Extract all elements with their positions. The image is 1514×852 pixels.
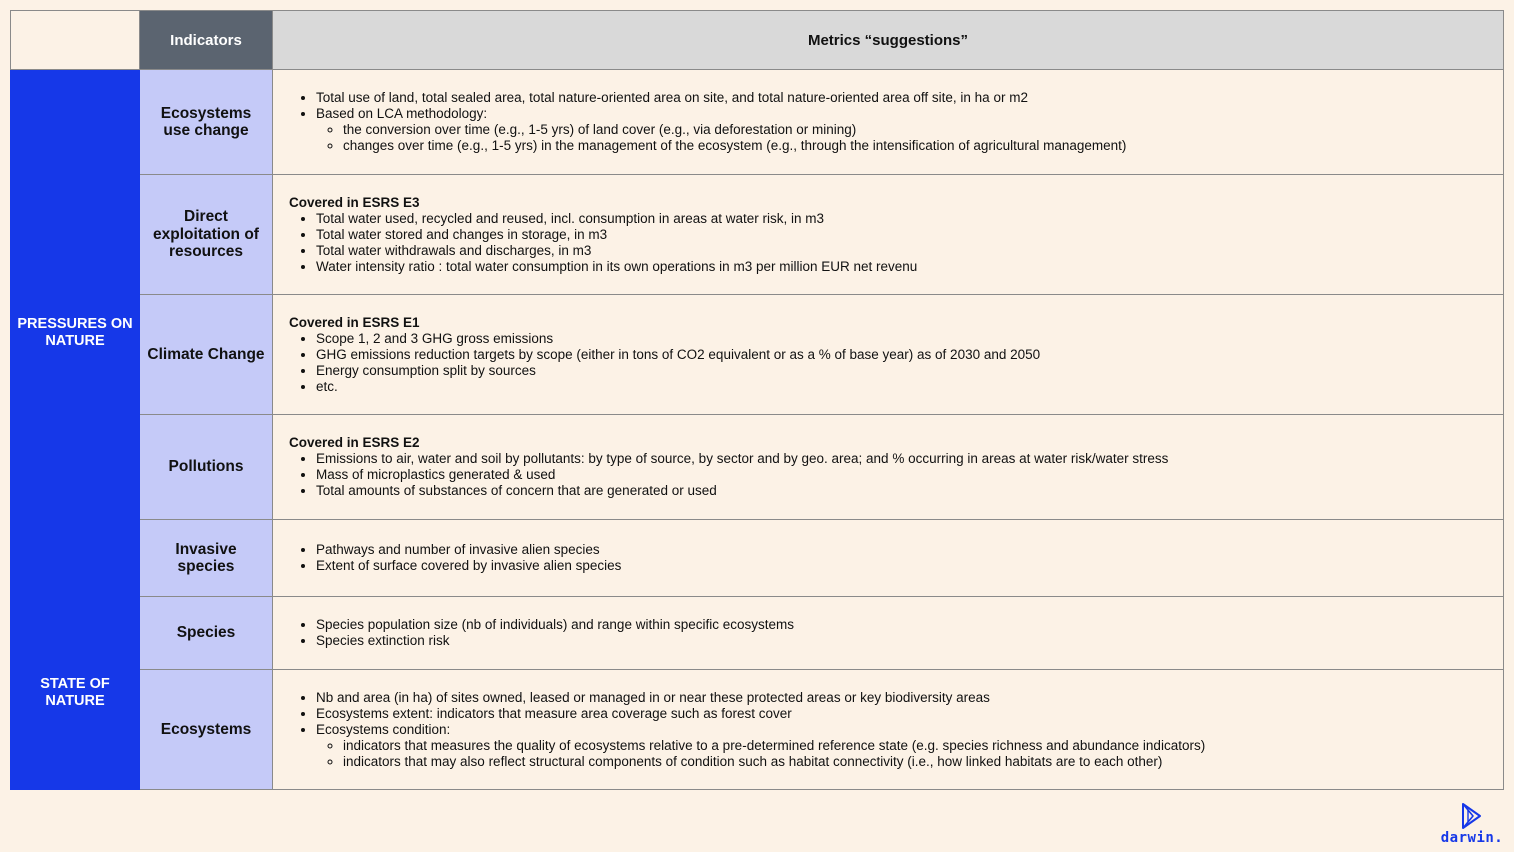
covered-note: Covered in ESRS E2 xyxy=(289,435,420,450)
covered-note: Covered in ESRS E1 xyxy=(289,314,420,330)
indicator-climate-change: Climate Change xyxy=(140,295,273,415)
metrics-ecosystems-use-change xyxy=(273,70,1504,175)
group-state-of-nature xyxy=(11,597,140,790)
metric-item: • Total water withdrawals and discharges, in m3 xyxy=(316,243,1503,259)
metric-subitem: ◦ indicators that measures the quality of ecosystems relative to a pre-determined reference state (e.g. species richness and abundance indicators) xyxy=(343,738,1503,754)
header-row xyxy=(11,11,1504,70)
table-row xyxy=(11,175,1504,295)
table-row xyxy=(11,415,1504,520)
metrics-invasive-species xyxy=(273,520,1504,597)
group-label: PRESSURES ON NATURE xyxy=(17,316,133,349)
metric-item: • Energy consumption split by sources xyxy=(316,363,1503,379)
corner-cell xyxy=(11,11,140,70)
metric-item: • Total water stored and changes in storage, in m3 xyxy=(316,227,1503,243)
indicator-invasive-species: Invasive species xyxy=(140,520,273,597)
indicators-metrics-table xyxy=(10,10,1504,790)
covered-note: Covered in ESRS E3 xyxy=(289,194,420,210)
metric-item: • Pathways and number of invasive alien species xyxy=(316,542,1503,558)
metric-item: • Ecosystems condition: ◦ indicators that measures the quality of ecosystems relative to a pre-determined reference state (e.g. species richness and abundance indicators) ◦ indicators that may also reflect structural components of condition such as habitat connectivity (i.e., how linked habitats are to each other) xyxy=(316,722,1503,770)
darwin-logo-text: darwin. xyxy=(1440,830,1504,846)
table-row xyxy=(11,670,1504,790)
metric-item: • Scope 1, 2 and 3 GHG gross emissions xyxy=(316,331,1503,347)
metric-item: • Total amounts of substances of concern that are generated or used xyxy=(316,483,1503,499)
metrics-ecosystems xyxy=(273,670,1504,790)
indicator-ecosystems: Ecosystems xyxy=(140,670,273,790)
table-row xyxy=(11,70,1504,175)
metric-item: • Total water used, recycled and reused, incl. consumption in areas at water risk, in m3 xyxy=(316,211,1503,227)
metric-item: • Mass of microplastics generated & used xyxy=(316,467,1503,483)
metric-item: • Total use of land, total sealed area, total nature-oriented area on site, and total nature-oriented area off site, in ha or m2 xyxy=(316,90,1503,106)
table-row xyxy=(11,597,1504,670)
darwin-logo-icon xyxy=(1440,802,1504,830)
metric-item: • Species population size (nb of individuals) and range within specific ecosystems xyxy=(316,617,1503,633)
indicator-direct-exploitation: Direct exploitation of resources xyxy=(140,175,273,295)
metrics-species xyxy=(273,597,1504,670)
metric-subitem: ◦ indicators that may also reflect structural components of condition such as habitat connectivity (i.e., how linked habitats are to each other) xyxy=(343,754,1503,770)
table-row xyxy=(11,520,1504,597)
indicator-species: Species xyxy=(140,597,273,670)
group-pressures-on-nature xyxy=(11,70,140,597)
metric-item: • GHG emissions reduction targets by scope (either in tons of CO2 equivalent or as a % of base year) as of 2030 and 2050 xyxy=(316,347,1503,363)
table-row xyxy=(11,295,1504,415)
metrics-header: Metrics “suggestions” xyxy=(273,11,1504,70)
metric-item: • Nb and area (in ha) of sites owned, leased or managed in or near these protected areas or key biodiversity areas xyxy=(316,690,1503,706)
metrics-climate-change xyxy=(273,295,1504,415)
indicator-pollutions: Pollutions xyxy=(140,415,273,520)
metrics-direct-exploitation xyxy=(273,175,1504,295)
darwin-logo xyxy=(1440,802,1504,846)
metric-subitem: ◦ the conversion over time (e.g., 1-5 yrs) of land cover (e.g., via deforestation or mining) xyxy=(343,122,1503,138)
metric-subitem: ◦ changes over time (e.g., 1-5 yrs) in the management of the ecosystem (e.g., through the intensification of agricultural management) xyxy=(343,138,1503,154)
indicator-ecosystems-use-change: Ecosystems use change xyxy=(140,70,273,175)
group-label: STATE OF NATURE xyxy=(40,676,110,709)
metrics-pollutions xyxy=(273,415,1504,520)
metric-item: • Based on LCA methodology: ◦ the conversion over time (e.g., 1-5 yrs) of land cover (e.g., via deforestation or mining) ◦ changes over time (e.g., 1-5 yrs) in the management of the ecosystem (e.g., through the intensification of agricultural management) xyxy=(316,106,1503,154)
metric-item: • Ecosystems extent: indicators that measure area coverage such as forest cover xyxy=(316,706,1503,722)
metric-item: • Extent of surface covered by invasive alien species xyxy=(316,558,1503,574)
metric-item: • Species extinction risk xyxy=(316,633,1503,649)
metric-item: • Water intensity ratio : total water consumption in its own operations in m3 per million EUR net revenu xyxy=(316,259,1503,275)
metric-item: • etc. xyxy=(316,379,1503,395)
indicators-header: Indicators xyxy=(140,11,273,70)
metric-item: • Emissions to air, water and soil by pollutants: by type of source, by sector and by geo. area; and % occurring in areas at water risk/water stress xyxy=(316,451,1503,467)
